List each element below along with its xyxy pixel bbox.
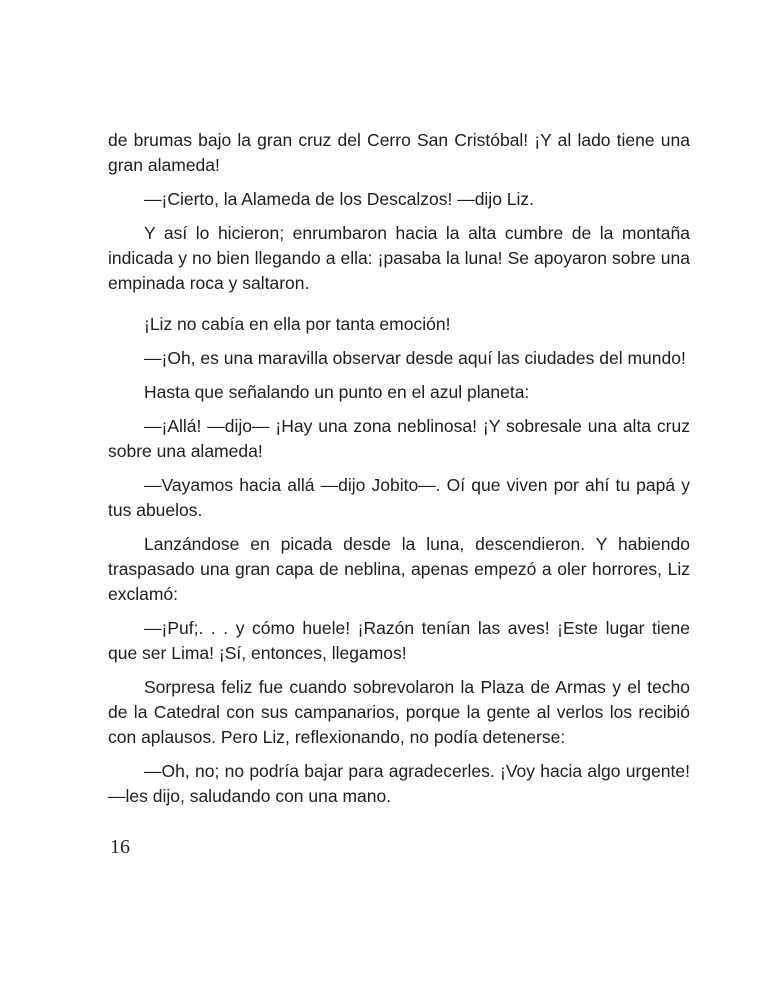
- paragraph-10: —¡Puf;. . . y cómo huele! ¡Razón tenían las aves! ¡Este lugar tiene que ser Lima! ¡Sí, entonces, llegamos!: [108, 618, 690, 663]
- paragraph-2: —¡Cierto, la Alameda de los Descalzos! —dijo Liz.: [144, 189, 535, 209]
- paragraph-3: Y así lo hicieron; enrumbaron hacia la alta cumbre de la montaña indicada y no bien llegando a ella: ¡pasaba la luna! Se apoyaron sobre una empinada roca y saltaron.: [108, 223, 690, 293]
- book-page-text: [108, 128, 690, 818]
- page-number: 16: [110, 836, 130, 858]
- paragraph-8: —Vayamos hacia allá —dijo Jobito—. Oí que viven por ahí tu papá y tus abuelos.: [108, 475, 690, 520]
- paragraph-4: ¡Liz no cabía en ella por tanta emoción!: [144, 314, 451, 334]
- paragraph-9: Lanzándose en picada desde la luna, descendieron. Y habiendo traspasado una gran capa de neblina, apenas empezó a oler horrores, Liz exclamó:: [108, 534, 690, 604]
- paragraph-5: —¡Oh, es una maravilla observar desde aquí las ciudades del mundo!: [144, 348, 686, 368]
- paragraph-6: Hasta que señalando un punto en el azul planeta:: [144, 382, 530, 402]
- paragraph-7: —¡Allá! —dijo— ¡Hay una zona neblinosa! ¡Y sobresale una alta cruz sobre una alameda!: [108, 416, 690, 461]
- paragraph-12: —Oh, no; no podría bajar para agradecerles. ¡Voy hacia algo urgente! —les dijo, saludando con una mano.: [108, 761, 690, 806]
- paragraph-11: Sorpresa feliz fue cuando sobrevolaron la Plaza de Armas y el techo de la Catedral con sus campanarios, porque la gente al verlos los recibió con aplausos. Pero Liz, reflexionando, no podía detenerse:: [108, 677, 690, 747]
- paragraph-1: de brumas bajo la gran cruz del Cerro San Cristóbal! ¡Y al lado tiene una gran alameda!: [108, 130, 690, 175]
